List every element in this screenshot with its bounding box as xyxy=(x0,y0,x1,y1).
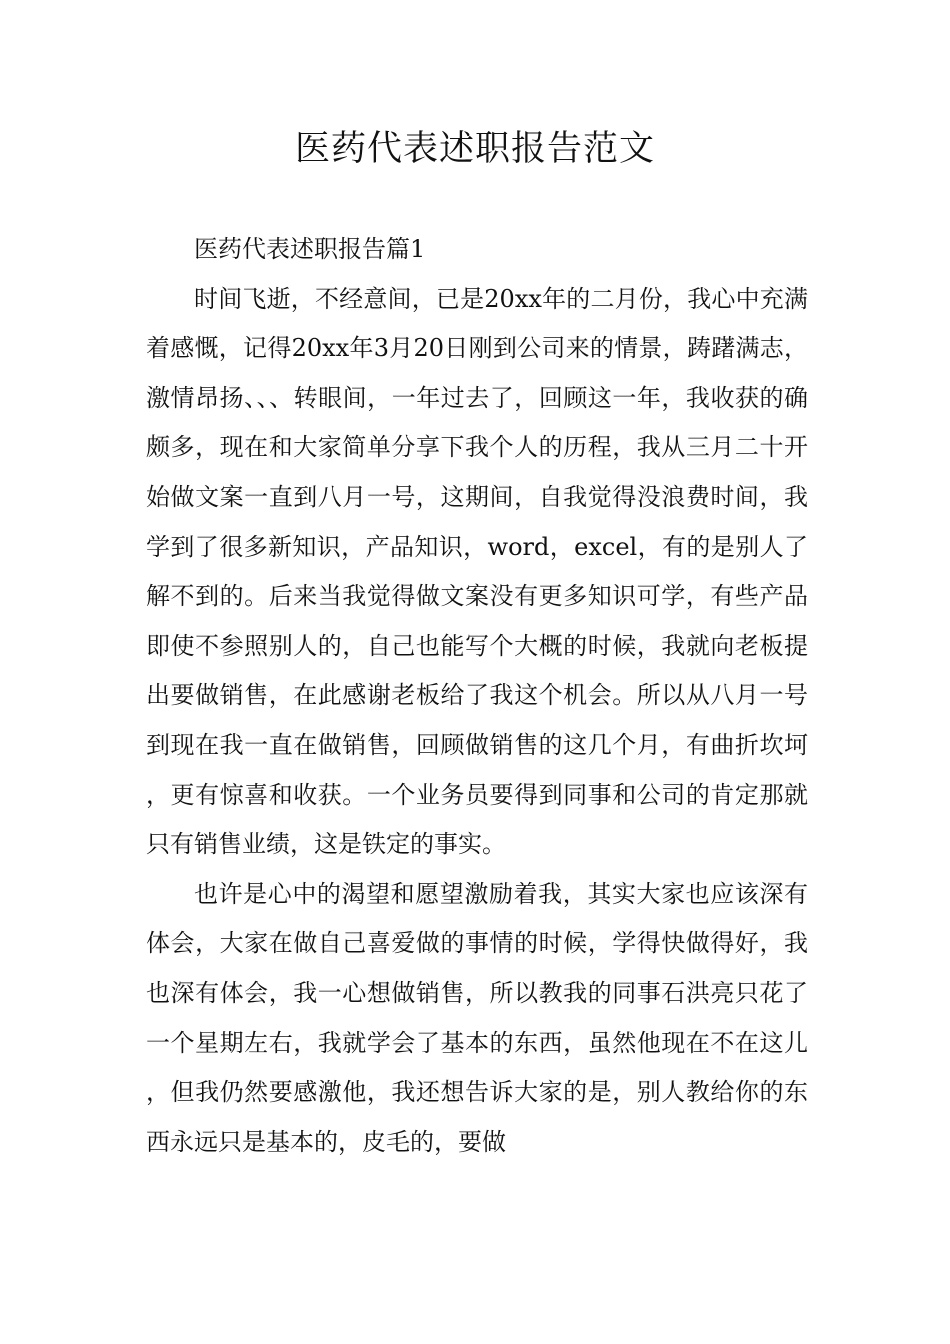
paragraph-2: 也许是心中的渴望和愿望激励着我，其实大家也应该深有体会，大家在做自己喜爱做的事情的时候，学得快做得好，我也深有体会，我一心想做销售，所以教我的同事石洪亮只花了一个星期左右，我就学会了基本的东西，虽然他现在不在这儿，但我仍然要感激他，我还想告诉大家的是，别人教给你的东西永远只是基本的，皮毛的，要做 xyxy=(146,879,808,1156)
document-title: 医药代表述职报告范文 xyxy=(294,129,655,169)
paragraph-1: 时间飞逝，不经意间，已是20xx年的二月份，我心中充满着感慨，记得20xx年3月20日刚到公司来的情景，踌躇满志，激情昂扬、、、转眼间，一年过去了，回顾这一年，我收获的确颇多，现在和大家简单分享下我个人的历程，我从三月二十开始做文案一直到八月一号，这期间，自我觉得没浪费时间，我学到了很多新知识，产品知识，word，excel，有的是别人了解不到的。后来当我觉得做文案没有更多知识可学，有些产品即使不参照别人的，自己也能写个大概的时候，我就向老板提出要做销售，在此感谢老板给了我这个机会。所以从八月一号到现在我一直在做销售，回顾做销售的这几个月，有曲折坎坷，更有惊喜和收获。一个业务员要得到同事和公司的肯定那就只有销售业绩，这是铁定的事实。 xyxy=(146,284,808,859)
section-heading: 医药代表述职报告篇1 xyxy=(194,235,426,263)
document-body xyxy=(146,225,808,1167)
